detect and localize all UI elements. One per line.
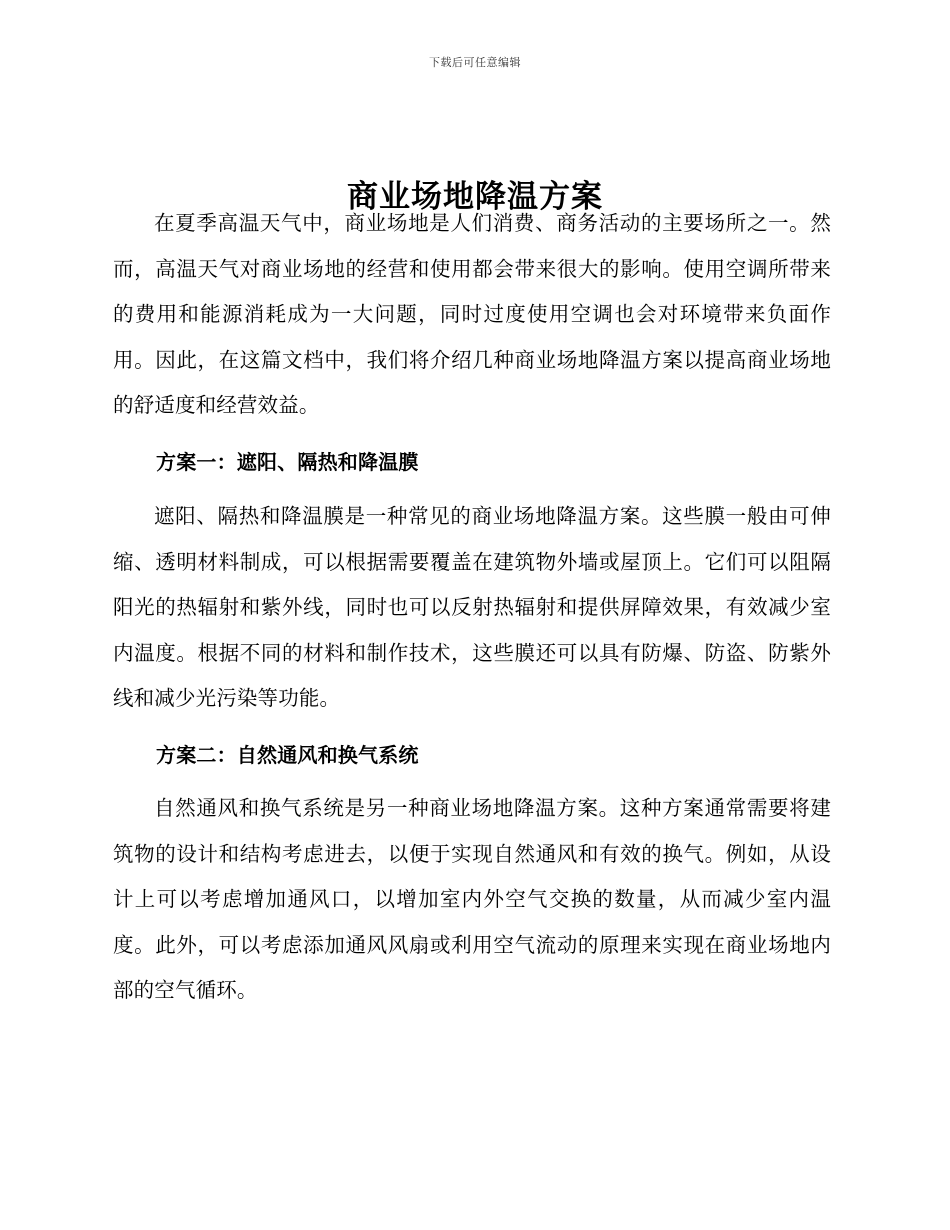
document-title: 商业场地降温方案 [347, 178, 603, 215]
page-header-note: 下载后可任意编辑 [429, 56, 521, 69]
section-body-2: 自然通风和换气系统是另一种商业场地降温方案。这种方案通常需要将建筑物的设计和结构考虑进去，以便于实现自然通风和有效的换气。例如，从设计上可以考虑增加通风口，以增加室内外空气交换的数量，从而减少室内温度。此外，可以考虑添加通风风扇或利用空气流动的原理来实现在商业场地内部的空气循环。 [113, 796, 831, 1002]
intro-paragraph: 在夏季高温天气中，商业场地是人们消费、商务活动的主要场所之一。然而，高温天气对商业场地的经营和使用都会带来很大的影响。使用空调所带来的费用和能源消耗成为一大问题，同时过度使用空调也会对环境带来负面作用。因此，在这篇文档中，我们将介绍几种商业场地降温方案以提高商业场地的舒适度和经营效益。 [113, 211, 831, 417]
section-heading-2: 方案二：自然通风和换气系统 [156, 743, 419, 767]
section-body-1: 遮阳、隔热和降温膜是一种常见的商业场地降温方案。这些膜一般由可伸缩、透明材料制成，可以根据需要覆盖在建筑物外墙或屋顶上。它们可以阻隔阳光的热辐射和紫外线，同时也可以反射热辐射和提供屏障效果，有效减少室内温度。根据不同的材料和制作技术，这些膜还可以具有防爆、防盗、防紫外线和减少光污染等功能。 [113, 504, 831, 710]
section-heading-1: 方案一：遮阳、隔热和降温膜 [156, 450, 419, 474]
